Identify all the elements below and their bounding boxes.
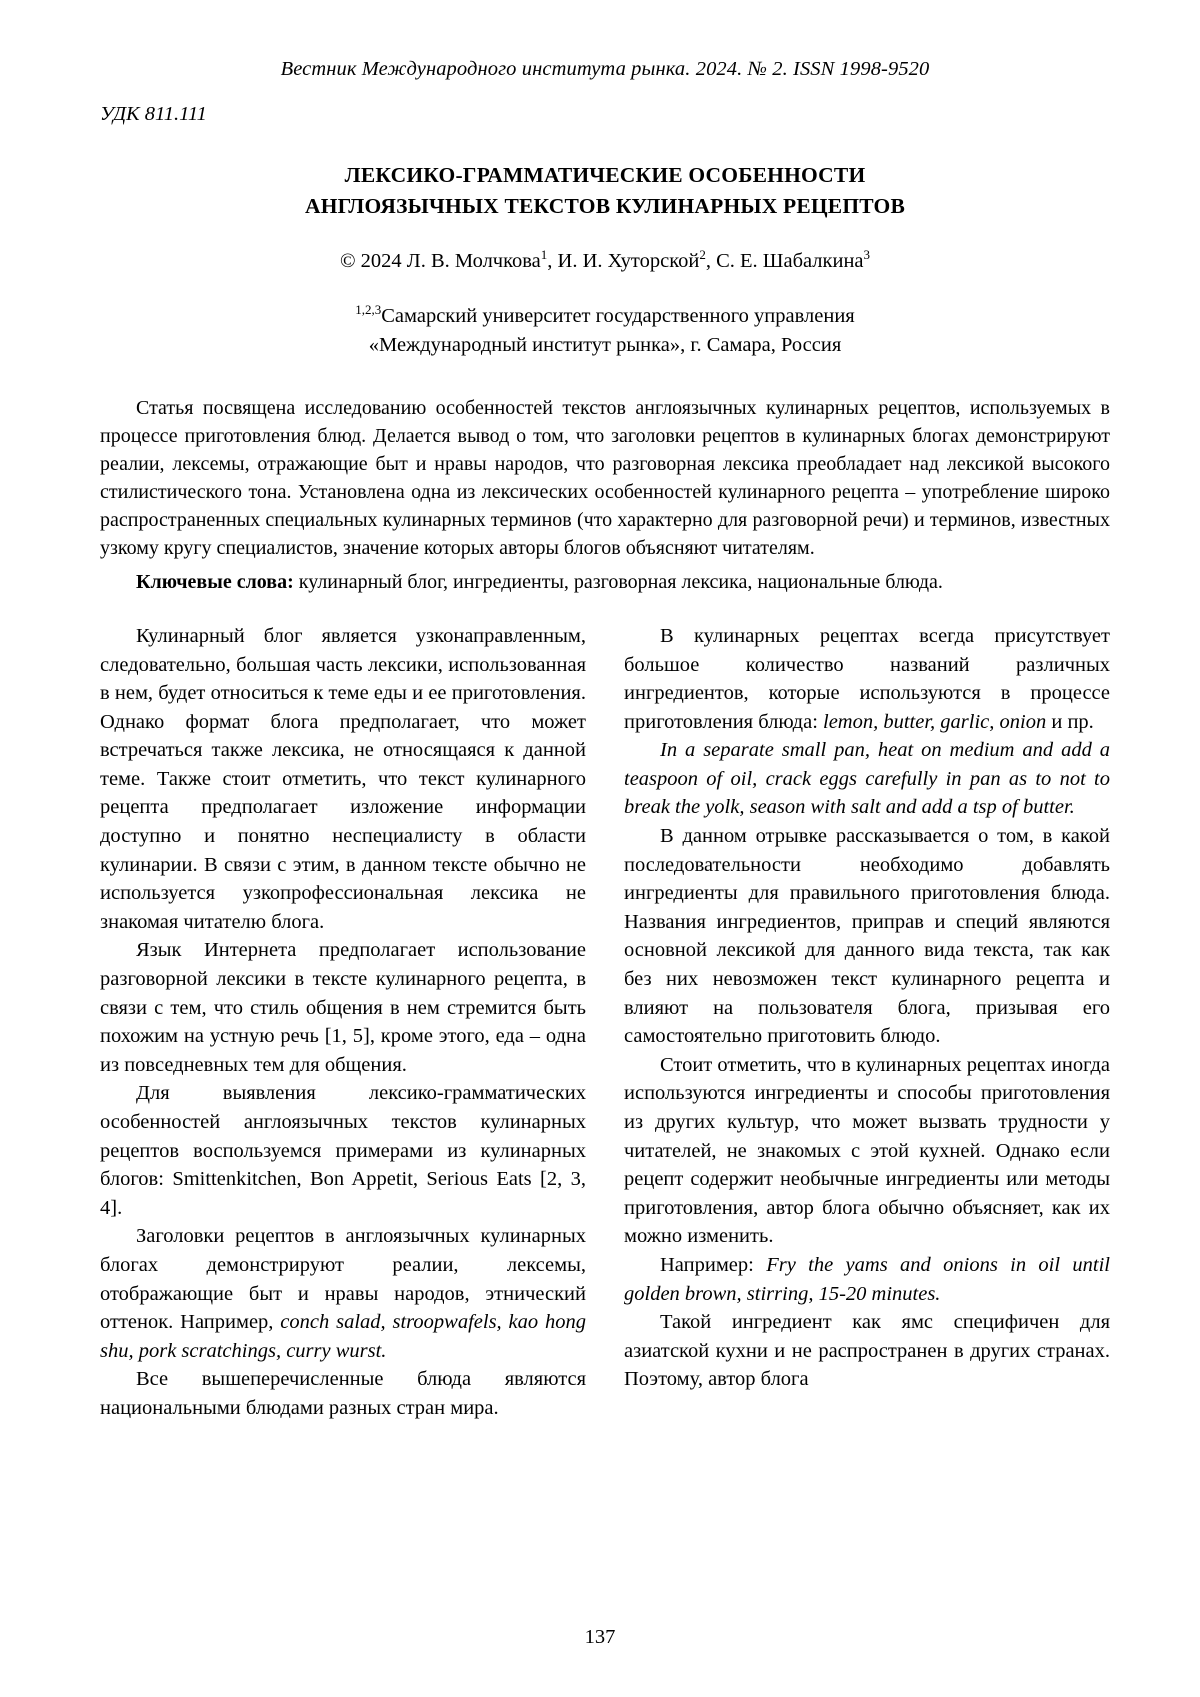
title-line-1: ЛЕКСИКО-ГРАММАТИЧЕСКИЕ ОСОБЕННОСТИ xyxy=(344,163,866,187)
paragraph-recipe-quote: In a separate small pan, heat on medium and add a teaspoon of oil, crack eggs carefully in pan as to not to break the yolk, season with salt and add a tsp of butter. xyxy=(624,739,1110,819)
paragraph xyxy=(624,622,1110,736)
paragraph-italic-examples: conch salad, stroopwafels, kao hong shu, pork scratchings, curry wurst. xyxy=(100,1311,586,1362)
left-column xyxy=(100,622,586,1423)
authors xyxy=(100,247,1110,273)
running-head: Вестник Международного института рынка. 2024. № 2. ISSN 1998-9520 xyxy=(280,58,930,80)
article-content xyxy=(100,58,1110,1423)
udc-code: УДК 811.111 xyxy=(100,103,207,125)
paragraph: Язык Интернета предполагает использование разговорной лексики в тексте кулинарного рецепта, в связи с тем, что стиль общения в нем стремится быть похожим на устную речь [1, 5], кроме этого, еда – одна из повседневных тем для общения. xyxy=(100,939,586,1076)
keywords-text: кулинарный блог, ингредиенты, разговорная лексика, национальные блюда. xyxy=(293,570,943,593)
paragraph: В данном отрывке рассказывается о том, в какой последовательности необходимо добавлять ингредиенты для правильного приготовления блюда. Названия ингредиентов, приправ и специй являются основной лексикой для данного вида текста, так как без них невозможен текст кулинарного рецепта и влияют на пользователя блога, призывая его самостоятельно приготовить блюдо. xyxy=(624,825,1110,1048)
page-title xyxy=(175,160,1035,221)
right-column xyxy=(624,622,1110,1423)
paragraph: Такой ингредиент как ямс специфичен для азиатской кухни и не распространен в других странах. Поэтому, автор блога xyxy=(624,1311,1110,1391)
authors-sep-1: , И. И. Хуторской xyxy=(547,249,700,272)
author-1-superscript: 1 xyxy=(540,247,548,263)
affiliation xyxy=(100,301,1110,360)
paragraph xyxy=(100,1222,586,1365)
keywords xyxy=(100,568,1110,596)
title-line-2: АНГЛОЯЗЫЧНЫХ ТЕКСТОВ КУЛИНАРНЫХ РЕЦЕПТОВ xyxy=(305,193,905,218)
body-columns xyxy=(100,622,1110,1423)
affiliation-line-2: «Международный институт рынка», г. Самара, Россия xyxy=(368,333,842,356)
paragraph-plain: Например: xyxy=(660,1253,767,1276)
author-2-superscript: 2 xyxy=(699,247,706,263)
paragraph: Для выявления лексико-грамматических особенностей англоязычных текстов кулинарных рецептов воспользуемся примерами из кулинарных блогов: Smittenkitchen, Bon Appetit, Serious Eats [2, 3, 4]. xyxy=(100,1082,586,1219)
abstract-text: Статья посвящена исследованию особенностей текстов англоязычных кулинарных рецептов, используемых в процессе приготовления блюд. Делается вывод о том, что заголовки рецептов в кулинарных блогах демонстрируют реалии, лексемы, отражающие быт и нравы народов, что разговорная лексика преобладает над лексикой высокого стилистического тона. Установлена одна из лексических особенностей кулинарного рецепта – употребление широко распространенных специальных кулинарных терминов (что характерно для разговорной речи) и терминов, известных узкому кругу специалистов, значение которых авторы блогов объясняют читателям. xyxy=(100,396,1110,559)
paragraph-plain: В кулинарных рецептах всегда присутствует большое количество названий различных ингредиентов, которые используются в процессе приготовления блюда: xyxy=(624,624,1110,733)
paragraph: Стоит отметить, что в кулинарных рецептах иногда используются ингредиенты и способы приготовления из других культур, что может вызвать трудности у читателей, не знакомых с этой кухней. Однако если рецепт содержит необычные ингредиенты или методы приготовления, автор блога обычно объясняет, как их можно изменить. xyxy=(624,1053,1110,1248)
paragraph-plain: Заголовки рецептов в англоязычных кулинарных блогах демонстрируют реалии, лексемы, отображающие быт и нравы народов, этнический оттенок. Например, xyxy=(100,1225,586,1334)
abstract xyxy=(100,394,1110,562)
paragraph xyxy=(624,1251,1110,1308)
author-3-superscript: 3 xyxy=(863,247,871,263)
authors-prefix: © 2024 Л. В. Молчкова xyxy=(339,249,541,272)
paragraph-italic-examples: lemon, butter, garlic, onion xyxy=(823,710,1047,733)
page-number: 137 xyxy=(584,1626,616,1648)
paragraph: Кулинарный блог является узконаправленным, следовательно, большая часть лексики, использованная в нем, будет относиться к теме еды и ее приготовления. Однако формат блога предполагает, что может встречаться также лексика, не относящаяся к данной теме. Также стоит отметить, что текст кулинарного рецепта предполагает изложение информации доступно и понятно неспециалисту в области кулинарии. В связи с этим, в данном тексте обычно не используется узкопрофессиональная лексика не знакомая читателю блога. xyxy=(100,624,586,933)
affiliation-superscript: 1,2,3 xyxy=(355,301,382,317)
keywords-label: Ключевые слова: xyxy=(136,570,294,593)
authors-sep-2: , С. Е. Шабалкина xyxy=(705,249,864,272)
paragraph-tail: и пр. xyxy=(1046,710,1094,733)
affiliation-line-1: Самарский университет государственного управления xyxy=(381,304,855,327)
paragraph-italic-examples: Fry the yams and onions in oil until golden brown, stirring, 15-20 minutes. xyxy=(624,1253,1111,1305)
paragraph: Все вышеперечисленные блюда являются национальными блюдами разных стран мира. xyxy=(100,1368,586,1419)
